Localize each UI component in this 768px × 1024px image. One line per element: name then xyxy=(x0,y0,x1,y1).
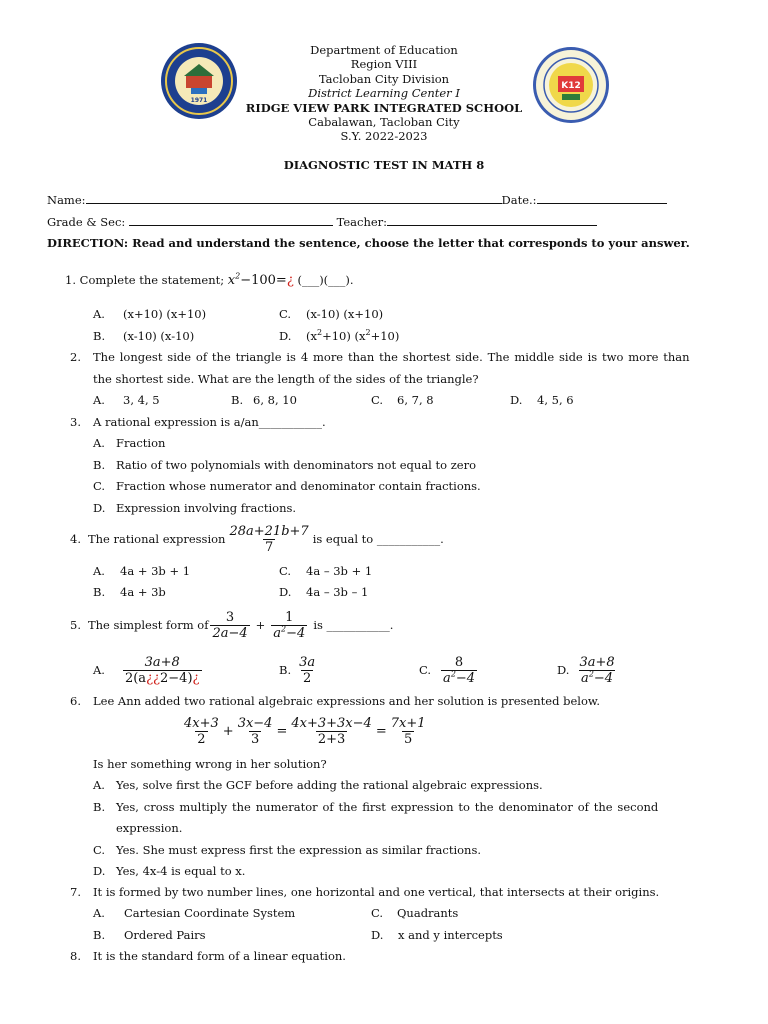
option-letter: C. xyxy=(419,663,432,677)
question-number: 7. xyxy=(70,885,81,899)
question-4 xyxy=(70,518,444,560)
fraction xyxy=(289,716,373,747)
question-text: The rational expression xyxy=(87,532,226,546)
q3-option-c[interactable] xyxy=(93,479,481,493)
q7-option-c[interactable] xyxy=(371,906,459,920)
question-number: 2. xyxy=(70,350,81,364)
q7-option-d[interactable] xyxy=(371,928,503,942)
q2-option-c[interactable] xyxy=(371,393,434,407)
question-text: Complete the statement; xyxy=(79,273,225,287)
question-number: 6. xyxy=(70,694,81,708)
fraction xyxy=(441,655,477,686)
q2-option-a[interactable] xyxy=(93,393,160,407)
question-5 xyxy=(70,604,393,646)
exponent: 2 xyxy=(450,669,456,679)
fraction-numerator: 8 xyxy=(454,654,464,670)
option-text: (x+10) (x+10) xyxy=(123,307,207,321)
test-title: DIAGNOSTIC TEST IN MATH 8 xyxy=(283,158,485,172)
option-text: Yes, 4x-4 is equal to x. xyxy=(116,864,246,878)
q5-option-c[interactable] xyxy=(419,652,479,688)
fraction-numerator: 3a+8 xyxy=(144,654,180,670)
q1-option-a[interactable] xyxy=(93,307,207,321)
grade-label: Grade & Sec: xyxy=(47,215,126,229)
denominator-part: a xyxy=(443,670,451,686)
option-letter: C. xyxy=(279,564,292,578)
option-letter: C. xyxy=(279,307,292,321)
school-year: S.Y. 2022-2023 xyxy=(340,129,428,144)
operator: + xyxy=(255,618,266,632)
q7-option-b[interactable] xyxy=(93,928,206,942)
school-address: Cabalawan, Tacloban City xyxy=(308,115,460,130)
option-letter: D. xyxy=(279,329,292,343)
option-text-cont: expression. xyxy=(116,821,183,835)
fraction xyxy=(227,524,310,555)
question-2 xyxy=(70,350,690,364)
date-label: Date.: xyxy=(501,193,537,207)
q5-option-a[interactable] xyxy=(93,652,204,688)
date-input-line[interactable] xyxy=(537,203,667,204)
option-letter: D. xyxy=(279,585,292,599)
option-text: 4a + 3b xyxy=(120,585,166,599)
option-text-part: (x xyxy=(306,329,317,343)
question-number: 1. xyxy=(65,273,76,287)
option-letter: C. xyxy=(93,479,106,493)
math-error-glyph: ¿ xyxy=(192,670,200,686)
fraction-numerator: 7x+1 xyxy=(390,715,426,731)
region-name: Region VIII xyxy=(350,57,418,72)
option-text: Cartesian Coordinate System xyxy=(124,906,296,920)
question-8 xyxy=(70,949,346,963)
option-text: 6, 8, 10 xyxy=(253,393,297,407)
option-text-part: +10) (x xyxy=(322,329,366,343)
option-text: 4a – 3b + 1 xyxy=(306,564,373,578)
math-expr: −100= xyxy=(240,273,287,288)
option-text: 3, 4, 5 xyxy=(123,393,160,407)
option-letter: B. xyxy=(93,329,106,343)
q4-option-b[interactable] xyxy=(93,585,166,599)
math-var: x xyxy=(227,273,236,288)
option-letter: C. xyxy=(93,843,106,857)
svg-text:K12: K12 xyxy=(561,81,581,91)
q4-option-c[interactable] xyxy=(279,564,373,578)
question-text-cont: the shortest side. What are the length of the sides of the triangle? xyxy=(93,372,479,386)
option-letter: A. xyxy=(93,436,105,450)
lee-ann-solution xyxy=(180,713,430,749)
q5-option-d[interactable] xyxy=(557,652,619,688)
q1-option-d[interactable] xyxy=(279,328,400,343)
division-name: Tacloban City Division xyxy=(318,71,450,86)
q1-option-c[interactable] xyxy=(279,307,384,321)
svg-text:1971: 1971 xyxy=(190,97,208,104)
direction-text: Read and understand the sentence, choose the letter that corresponds to your answer. xyxy=(132,236,690,250)
option-text: Fraction whose numerator and denominator contain fractions. xyxy=(116,479,481,493)
answer-blanks: (___)(___). xyxy=(297,273,354,287)
q2-option-d[interactable] xyxy=(510,393,574,407)
fraction xyxy=(297,655,317,686)
fraction-denominator: 2 xyxy=(302,670,312,686)
fraction xyxy=(210,610,249,641)
fraction xyxy=(123,655,202,686)
question-number: 5. xyxy=(70,618,81,632)
option-text: Quadrants xyxy=(397,906,459,920)
option-letter: B. xyxy=(231,393,244,407)
fraction-denominator: 2a−4 xyxy=(212,625,248,641)
q6-option-a[interactable] xyxy=(93,778,543,792)
question-number: 8. xyxy=(70,949,81,963)
q6-option-d[interactable] xyxy=(93,864,246,878)
teacher-input-line[interactable] xyxy=(387,225,597,226)
question-6 xyxy=(70,694,601,708)
option-letter: B. xyxy=(93,928,106,942)
denominator-part: −4 xyxy=(593,670,614,686)
q6-option-c[interactable] xyxy=(93,843,482,857)
option-letter: A. xyxy=(93,307,105,321)
option-text: Fraction xyxy=(116,436,166,450)
option-letter: D. xyxy=(510,393,523,407)
operator: = xyxy=(276,723,288,739)
math-error-glyph: ¿ xyxy=(286,273,294,288)
option-text: Ordered Pairs xyxy=(124,928,206,942)
option-text: Yes. She must express first the expression as similar fractions. xyxy=(116,843,482,857)
q6-option-b[interactable] xyxy=(93,800,659,814)
fraction-denominator xyxy=(123,670,202,686)
option-text: 4a – 3b – 1 xyxy=(306,585,369,599)
q2-option-b[interactable] xyxy=(231,393,297,407)
school-name: RIDGE VIEW PARK INTEGRATED SCHOOL xyxy=(245,100,523,115)
option-letter: B. xyxy=(93,585,106,599)
option-text: (x-10) (x+10) xyxy=(306,307,384,321)
exponent: 2 xyxy=(365,328,371,338)
exponent: 2 xyxy=(588,669,594,679)
question-text: is ___________. xyxy=(313,618,394,632)
question-text: It is the standard form of a linear equation. xyxy=(93,949,346,963)
q5-option-b[interactable] xyxy=(279,652,319,688)
fraction-numerator: 3 xyxy=(225,609,235,625)
q7-option-a[interactable] xyxy=(93,906,296,920)
denominator-part: 2(a xyxy=(124,670,147,686)
option-letter: C. xyxy=(371,393,384,407)
name-field-row xyxy=(47,193,667,207)
operator: = xyxy=(375,723,387,739)
question-text: A rational expression is a/an___________. xyxy=(93,415,326,429)
question-1 xyxy=(65,273,354,288)
option-letter: A. xyxy=(93,906,105,920)
fraction-denominator: 5 xyxy=(403,731,413,747)
fraction-numerator: 28a+21b+7 xyxy=(229,523,309,539)
option-text: Ratio of two polynomials with denominators not equal to zero xyxy=(116,458,477,472)
name-input-line[interactable] xyxy=(86,203,502,204)
q3-option-b[interactable] xyxy=(93,458,477,472)
option-letter: C. xyxy=(371,906,384,920)
option-letter: A. xyxy=(93,778,105,792)
denominator-part: a xyxy=(273,625,282,641)
option-letter: D. xyxy=(557,663,570,677)
option-text: 4, 5, 6 xyxy=(537,393,574,407)
q3-option-a[interactable] xyxy=(93,436,166,450)
fraction xyxy=(389,716,428,747)
exponent: 2 xyxy=(316,328,323,338)
question-number: 3. xyxy=(70,415,81,429)
fraction-numerator: 1 xyxy=(285,609,294,625)
learning-center-name: District Learning Center I xyxy=(308,86,460,101)
fraction xyxy=(182,716,221,747)
option-letter: B. xyxy=(93,800,106,814)
option-text: Yes, cross multiply the numerator of the first expression to the denominator of the second xyxy=(116,800,659,814)
denominator-part: a xyxy=(581,670,589,686)
question-number: 4. xyxy=(70,532,81,546)
fraction-denominator xyxy=(271,625,307,641)
fraction-numerator: 3a xyxy=(299,654,316,670)
grade-input-line[interactable] xyxy=(129,225,333,226)
q1-option-b[interactable] xyxy=(93,329,195,343)
grade-field-row xyxy=(47,215,597,229)
question-3 xyxy=(70,415,326,429)
fraction-denominator: 3 xyxy=(250,731,260,747)
fraction xyxy=(577,655,616,686)
fraction-denominator xyxy=(579,670,615,686)
fraction-numerator: 3x−4 xyxy=(237,715,273,731)
option-text: 4a + 3b + 1 xyxy=(120,564,191,578)
option-text: x and y intercepts xyxy=(398,928,503,942)
q4-option-d[interactable] xyxy=(279,585,369,599)
math-exponent: 2 xyxy=(235,271,241,281)
direction xyxy=(47,236,690,250)
option-letter: A. xyxy=(93,663,105,677)
option-text: (x-10) (x-10) xyxy=(123,329,195,343)
question-text: Lee Ann added two rational algebraic expressions and her solution is presented below. xyxy=(93,694,601,708)
fraction-denominator: 2+3 xyxy=(317,731,346,747)
option-letter: D. xyxy=(93,501,106,515)
department-name: Department of Education xyxy=(310,43,458,57)
question-subtext: Is her something wrong in her solution? xyxy=(93,757,327,771)
option-text: Yes, solve first the GCF before adding the rational algebraic expressions. xyxy=(116,778,543,792)
option-text: 6, 7, 8 xyxy=(397,393,434,407)
teacher-label: Teacher: xyxy=(336,215,388,229)
option-text: Expression involving fractions. xyxy=(116,501,297,515)
denominator-part: −4 xyxy=(455,670,476,686)
option-letter: D. xyxy=(93,864,106,878)
q4-option-a[interactable] xyxy=(93,564,191,578)
q3-option-d[interactable] xyxy=(93,501,297,515)
question-text: It is formed by two number lines, one horizontal and one vertical, that intersects at their origins. xyxy=(93,885,660,899)
fraction-numerator: 4x+3 xyxy=(184,715,219,731)
fraction xyxy=(236,716,275,747)
math-error-glyph: ¿¿ xyxy=(146,670,161,686)
option-letter: A. xyxy=(93,393,105,407)
fraction-denominator xyxy=(441,670,477,686)
fraction-denominator: 2 xyxy=(197,731,206,747)
option-letter: B. xyxy=(279,663,292,677)
operator: + xyxy=(222,723,234,739)
fraction-denominator: 7 xyxy=(264,539,274,555)
option-letter: B. xyxy=(93,458,106,472)
direction-label: DIRECTION: xyxy=(47,236,129,250)
question-text: The longest side of the triangle is 4 more than the shortest side. The middle side is two more than xyxy=(93,350,690,364)
question-text: is equal to ___________. xyxy=(312,532,444,546)
fraction xyxy=(271,610,307,641)
option-letter: D. xyxy=(371,928,384,942)
denominator-part: 2−4) xyxy=(160,670,193,686)
option-letter: A. xyxy=(93,564,105,578)
option-text-part: +10) xyxy=(370,329,400,343)
question-7 xyxy=(70,885,660,899)
name-label: Name: xyxy=(47,193,86,207)
option-text xyxy=(306,329,399,343)
question-text: The simplest form of xyxy=(87,618,209,632)
exponent: 2 xyxy=(281,624,287,634)
fraction-numerator: 4x+3+3x−4 xyxy=(291,715,372,731)
fraction-numerator: 3a+8 xyxy=(579,654,615,670)
denominator-part: −4 xyxy=(286,625,306,641)
